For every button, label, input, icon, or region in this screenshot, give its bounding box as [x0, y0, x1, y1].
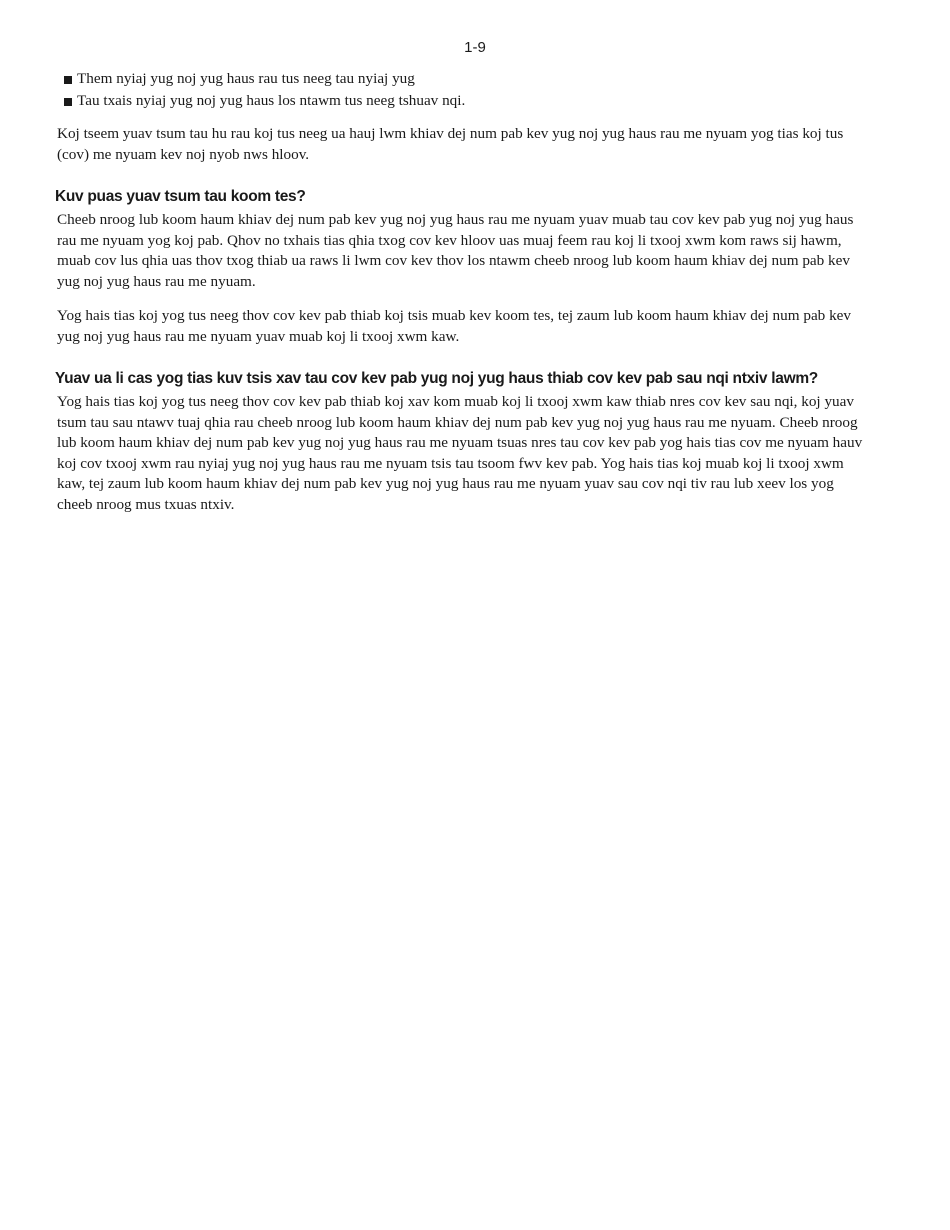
square-bullet-icon — [64, 76, 72, 84]
section-heading-stop-services: Yuav ua li cas yog tias kuv tsis xav tau cov kev pab yug noj yug haus thiab cov kev pab sau nqi ntxiv lawm? — [55, 370, 818, 387]
bullet-item — [57, 90, 872, 112]
section-paragraph: Yog hais tias koj yog tus neeg thov cov kev pab thiab koj tsis muab kev koom tes, tej zaum lub koom haum khiav dej num pab kev yug noj yug haus rau me nyuam yuav muab koj li txooj xwm kaw. — [57, 307, 852, 345]
section-paragraph: Yog hais tias koj yog tus neeg thov cov kev pab thiab koj xav kom muab koj li txooj xwm kaw thiab nres cov kev sau nqi, koj yuav tsum tau sau ntawv tuaj qhia rau cheeb nroog lub koom haum khiav dej num pab kev yug noj yug haus rau me nyuam. Cheeb nroog lub koom haum khiav dej num pab kev yug noj yug haus rau me nyuam tsuas nres tau cov kev pab yog hais tias cov me nyuam hauv koj cov txooj xwm rau nyiaj yug noj yug haus rau me nyuam tsis tau tsoom fwv kev pab. Yog hais tias koj muab koj li txooj xwm kaw, tej zaum lub koom haum khiav dej num pab kev yug noj yug haus rau me nyuam yuav sau cov nqi tiv rau lub xeev los yog cheeb nroog mus txuas ntxiv. — [57, 393, 863, 513]
bullet-list — [57, 68, 872, 112]
bullet-item — [57, 68, 872, 90]
document-page — [57, 36, 872, 529]
bullet-text: Them nyiaj yug noj yug haus rau tus neeg tau nyiaj yug — [77, 70, 415, 87]
section-paragraph: Cheeb nroog lub koom haum khiav dej num pab kev yug noj yug haus rau me nyuam yuav muab tau cov kev pab yug noj yug haus rau me nyuam yog koj pab. Qhov no txhais tias qhia txog cov kev hloov uas muaj feem rau koj li txooj xwm kom raws sij hawm, muab cov lus qhia uas thov txog thiab ua raws li lwm cov kev thov los ntawm cheeb nroog lub koom haum khiav dej num pab kev yug noj yug haus rau me nyuam. — [57, 211, 854, 290]
intro-paragraph: Koj tseem yuav tsum tau hu rau koj tus neeg ua hauj lwm khiav dej num pab kev yug noj yug haus rau me nyuam yog tias koj tus (cov) me nyuam kev noj nyob nws hloov. — [57, 125, 844, 163]
section-heading-cooperate: Kuv puas yuav tsum tau koom tes? — [55, 188, 306, 205]
page-number: 1-9 — [464, 39, 486, 56]
square-bullet-icon — [64, 98, 72, 106]
bullet-text: Tau txais nyiaj yug noj yug haus los ntawm tus neeg tshuav nqi. — [77, 92, 466, 109]
